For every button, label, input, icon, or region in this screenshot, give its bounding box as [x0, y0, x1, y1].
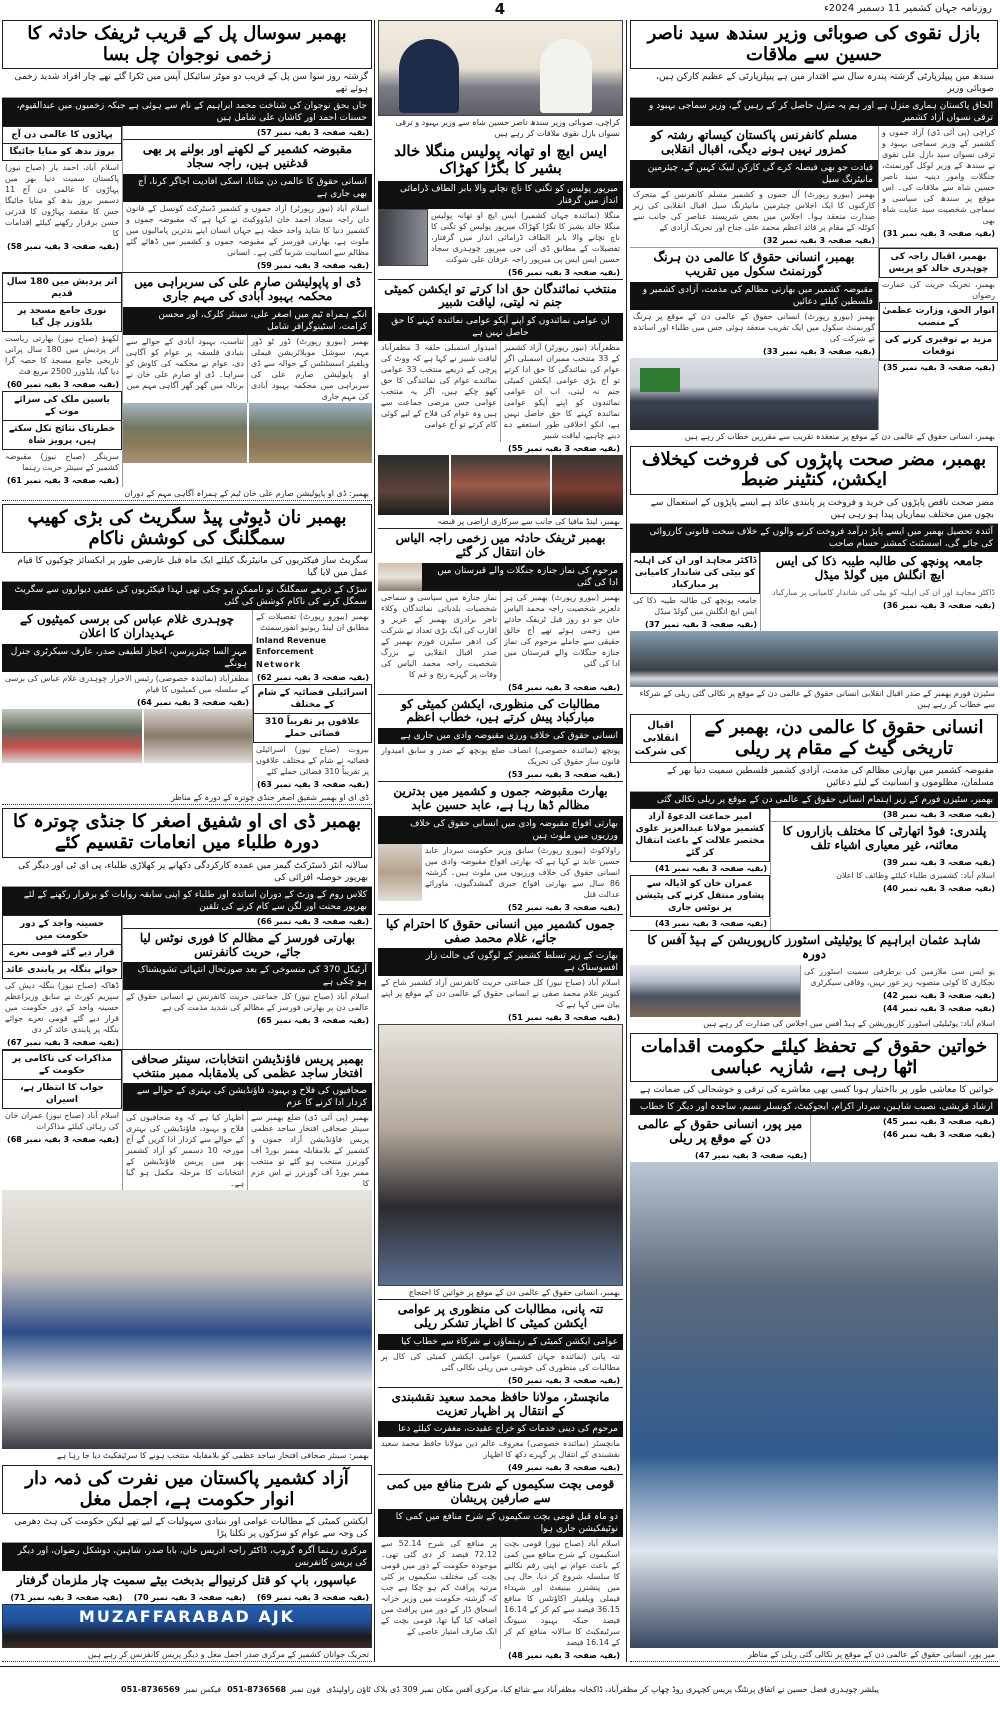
box-headline[interactable]: جوائے بنگلہ پر پابندی عائد [2, 962, 122, 979]
story-highlight-bar: انکے ہمراہ ٹیم میں اصغر علی، سینئر کلرک، اور محسن کرامت، اسٹینوگرافر شامل [123, 307, 372, 335]
phone-label: فون نمبر [290, 1685, 321, 1694]
dateline: روزنامہ جہان کشمیر 11 دسمبر 2024ء [824, 3, 992, 14]
column-divider [374, 20, 375, 1662]
box-headline[interactable]: نوری جامع مسجد پر بلڈوزر چل گیا [2, 303, 122, 332]
box-headline[interactable]: پہاڑوں کا عالمی دن آج [2, 126, 122, 144]
photo-panel [451, 455, 550, 515]
photo-press-foundation [2, 1190, 372, 1449]
left-column [2, 20, 372, 1662]
box-headline[interactable]: امیر جماعت الدعوۃ آزاد کشمیر مولانا عبدالعزیز علوی مختصر علالت کے باعث انتقال کر گئے [630, 808, 770, 862]
story-body: بھمبر (بیورو رپورٹ) بھمبر کی ہر دلعزیز شخصیت راجہ محمد الیاس خان جو دو روز قبل ٹریفک حادثے میں زخمی ہوئے تھے آج خالق حقیقی سے جاملے مرحوم کی نماز جنازہ جنگلات والے قبرستان میں ادا کی گئی [500, 591, 623, 681]
box-body: لکھنؤ (صباح نیوز) بھارتی ریاست اتر پردیش میں 180 سال پرانی تاریخی جامع مسجد کا حصہ گرا دیا گیا، بلڈوزر 2500 مربع فٹ [5, 333, 119, 376]
photo-rally [630, 631, 998, 687]
continued-label: (بقیہ صفحہ 3 بقیہ نمبر 46) [883, 1130, 995, 1140]
box-headline[interactable]: بروز بدھ کو منایا جائیگا [2, 144, 122, 161]
photo-portrait [378, 844, 422, 901]
continued-label: (بقیہ صفحہ 3 بقیہ نمبر 52) [508, 902, 620, 912]
story-body: پر منافع کی شرح 52.14 سے 72.12 فیصد کر دی گئی تھی۔ موجودہ حکومت کے دور میں قومی بچت کی مختلف سکیموں پر کئی مرتبہ پرافٹ کم ہو چکا ہے جب کہ گزشتہ حکومت میں وزیر خزانہ اسحاق ڈار کے دور میں پرافٹ میں اضافہ کیا گیا تھا، قومی بچت کے ایک صارف امتیاز عاصی کے [381, 1539, 497, 1636]
story-headline[interactable]: بھمبر، انسانی حقوق کا عالمی دن ہرنگ گورنمنٹ سکول میں تقریب [653, 249, 855, 278]
continued-label: (بقیہ صفحہ 3 بقیہ نمبر 55) [508, 444, 620, 454]
story-subheadline: سالانہ انٹر ڈسٹرکٹ گیمز میں عمدہ کارکردگی دکھانے پر کھلاڑی طلباء، پی ای ٹی اور دیگر کی بھرپور حوصلہ افزائی کی [2, 858, 372, 887]
story-subheadline: مقبوضہ کشمیر میں بھارتی مظالم کی مذمت، آزادی کشمیر فلسطین سمیت دنیا بھر کے مسلمان، مظلوموں و انسانیت کے لیئے دعائیں [630, 763, 998, 792]
box-body: ڈھاکہ (صباح نیوز) بنگلہ دیش کی سپریم کورٹ نے سابق وزیراعظم حسینہ واجد کے دور حکومت میں قرار دیے گئے قومی نعرے جوائے بنگلہ پر پابندی عائد کر دی [5, 980, 119, 1034]
continued-label: (بقیہ صفحہ 3 بقیہ نمبر 31) [883, 229, 995, 239]
photo-suspect [378, 209, 428, 266]
story-highlight-bar: قیادت جو بھی فیصلہ کرے گی کارکن لبیک کہیں گے، چیئرمین مانیٹرنگ سیل [630, 160, 878, 188]
box-headline[interactable]: مذاکرات کی ناکامی پر حکومت کے [2, 1050, 122, 1080]
story-headline-large[interactable]: خواتین حقوق کے تحفظ کیلئے حکومت اقدامات اٹھا رہی ہے، شازیہ عباسی [630, 1033, 998, 1082]
continued-label: (بقیہ صفحہ 3 بقیہ نمبر 68) [7, 1134, 119, 1144]
phone-number: 051-8736568 [227, 1685, 287, 1694]
story-body: بھمبر (بیورو رپورٹ) آل جموں و کشمیر مسلم کانفرنس کے متحرک کارکنوں کا ایک اجلاس چیئرمین مانیٹرنگ سیل اقبال انقلابی کی زیر صدارت منعقد ہوا۔ اجلاس میں بعض شرپسند عناصر کی جانب سے کوٹلہ کے مقام پر قائد اعظم محمد علی جناح اور تحریک آزادی کے [633, 189, 875, 232]
box-body: سرینگر (صباح نیوز) مقبوضہ کشمیر کے سینئر حریت رہنما [5, 451, 119, 472]
continued-label: (بقیہ صفحہ 3 بقیہ نمبر 45) [883, 1117, 995, 1127]
story-highlight-bar: آئندہ تحصیل بھمبر میں ایسے پاپڑ درآمد فروخت کرنے والوں کے خلاف سخت قانونی کارروائی کی جائے گی، اسسٹنٹ کمشنر حسام صاحب [630, 524, 998, 552]
story-highlight-bar: مرحوم کی نماز جنازہ جنگلات والے قبرستان میں ادا کی گئی [422, 563, 623, 591]
english-text: Network [256, 660, 302, 670]
story-subheadline: خواتین کا معاشی طور پر بااختیار ہونا کسی بھی معاشرے کی ترقی و خوشحالی کی ضمانت ہے [630, 1082, 998, 1099]
photo-rally-women [630, 1162, 998, 1648]
photo-panel [2, 709, 142, 763]
story-headline[interactable]: عباسپور، باپ کو قتل کرنیوالے بدبخت بیٹے سمیت چار ملزمان گرفتار [16, 1573, 358, 1588]
continued-label: (بقیہ صفحہ 3 بقیہ نمبر 57) [257, 128, 369, 138]
photo-panel [123, 403, 247, 463]
center-column [378, 20, 623, 1662]
photo-panel [144, 709, 252, 763]
photo-student-awards [2, 709, 252, 763]
box-headline[interactable]: جواب کا انتظار ہے، اسیران [2, 1080, 122, 1109]
lead-highlight-bar: الحاق پاکستان ہماری منزل ہے اور ہم یہ منزل حاصل کر کے رہیں گے، وزیر سماجی بہبود و ترقی نسواں آزاد کشمیر [630, 98, 998, 126]
story-headline-large[interactable]: بھمبر ڈی ای او شفیق اصغر کا جنڈی چوترہ کا دورہ طلباء میں انعامات تقسیم کئے [2, 808, 372, 857]
story-headline[interactable]: بھارتی فورسز کے مظالم کا فوری نوٹس لیا جائے، حریت کانفرنس [123, 928, 372, 963]
story-body: اسلام آباد: کشمیری طلباء کیلئے وظائف کا اعلان [836, 870, 995, 880]
photo-meeting-karachi [378, 20, 623, 116]
box-body: بھمبر، تحریک حریت کی عمارت رضوان [882, 279, 995, 300]
footer-imprint [0, 1666, 1000, 1712]
story-highlight-bar: کلاس روم کے وزٹ کے دوران اساتذہ اور طلباء کو اپنی سابقہ روایات کو برقرار رکھنے کے لئے بھرپور محنت اور لگن سے کام کرنے کی تلقین [2, 887, 372, 915]
story-headline[interactable]: مطالبات کی منظوری، ایکشن کمیٹی کو مبارکباد پیش کرتے ہیں، خطاب اعظم [378, 694, 623, 729]
right-column [630, 20, 998, 1662]
photo-caption: ڈی ای او بھمبر شفیق اصغر جنڈی چوترہ کے دورہ کے مناظر [2, 791, 372, 805]
flag-shape [640, 368, 680, 392]
person-shape [540, 39, 592, 113]
imprint-text: پبلشر چوہدری فضل حسین نے اتفاق پرنٹنگ پریس کچہری روڈ چھاپ کر مظفرآباد، ڈاکخانہ مظفرآباد سے شائع کیا، مرکزی آفس مکان نمبر 309 ڈی بلاک ٹاؤن راولپنڈی [326, 1685, 879, 1694]
photo-panel [378, 455, 449, 515]
continued-label: (بقیہ صفحہ 3 بقیہ نمبر 62) [257, 673, 369, 683]
story-headline[interactable]: بھمبر ٹریفک حادثہ میں زخمی راجہ الیاس خان انتقال کر گئے [378, 528, 623, 563]
fax-number: 051-8736569 [121, 1685, 181, 1694]
continued-label: (بقیہ صفحہ 3 بقیہ نمبر 32) [763, 235, 875, 245]
story-body: تتہ پانی (نمائندہ جہان کشمیر) عوامی ایکشن کمیٹی کی کال پر مطالبات کی منظوری کی خوشی میں ریلی نکالی گئی [381, 1351, 620, 1372]
photo-panel [249, 403, 373, 463]
story-body: نماز جنازہ میں سیاسی و سماجی شخصیات بلدیاتی نمائندگان وکلاء تاجر برادری بھمبر کے عزیز و اقارب کی ایک بڑی تعداد نے شرکت کی ادھر سٹیزن فورم بھمبر کے صدر اقبال انقلابی نے بزرگ شخصیت راجہ محمد الیاس کی وفات پر گہرے رنج و غم کا [381, 592, 497, 679]
box-headline[interactable]: ڈاکٹر مجاہد اور ان کی اہلیہ کو بیٹی کی شاندار کامیابی پر مبارکباد [630, 552, 760, 594]
continued-label: (بقیہ صفحہ 3 بقیہ نمبر 50) [508, 1375, 620, 1385]
continued-label: (بقیہ صفحہ 3 بقیہ نمبر 47) [695, 1150, 807, 1160]
continued-label: (بقیہ صفحہ 3 بقیہ نمبر 70) [133, 1593, 246, 1602]
continued-label: (بقیہ صفحہ 3 بقیہ نمبر 64) [137, 697, 249, 707]
photo-caption: بھمبر، انسانی حقوق کے عالمی دن کے موقع پر خواتین کا احتجاج [408, 1288, 620, 1298]
story-headline[interactable]: مقبوضہ کشمیر کے لکھنے اور بولنے پر بھی قدغنیں ہیں، راجہ سجاد [123, 139, 372, 174]
lead-highlight-bar: جاں بحق نوجوان کی شناخت محمد ابراہیم کے نام سے ہوئی ہے جبکہ زخمیوں میں عبدالقیوم، حسنات احمد اور کاشان علی شامل ہیں [2, 98, 372, 126]
story-highlight-bar: صحافیوں کی فلاح و بہبود، فاؤنڈیشن کی بہتری کے حوالے سے کردار ادا کرنے کا عزم [123, 1083, 372, 1111]
photo-caption: میر پور، انسانی حقوق کے عالمی دن کے موقع پر نکالی گئی ریلی کے مناظر [630, 1648, 998, 1662]
story-highlight-bar: سڑک کے ذریعے سمگلنگ تو ناممکن ہو چکی تھی لہذا فیکٹریوں کی عقبی دیواروں سے سگریٹ سمگل کرنے کی ناکام کوشش کی گئی [2, 582, 372, 610]
story-headline[interactable]: شاہد عثمان ابراہیم کا یوٹیلیٹی اسٹورز کارپوریشن کے ہیڈ آفس کا دورہ [630, 930, 998, 965]
story-highlight-bar: مہر السا چیئرپرسن، اعجاز لطیفی صدر، عارف سیکرٹری جنرل ہونگے [2, 644, 252, 672]
continued-label: (بقیہ صفحہ 3 بقیہ نمبر 38) [883, 810, 995, 820]
story-body: منگلا (نمائندہ جہان کشمیر) ایس ایچ او تھانہ پولیس منگلا خالد بشیر کا تگڑا کھڑاک میرپور پولیس کو تگنی کا ناچ نچانے والا بابر الطاف ڈرامائی انداز میں گرفتار، تفصیلات کے مطابق ڈی آئی جی میرپور چوہدری سجاد حسین ایس ایس پی میرپور راجہ عرفان علی شوکت [431, 210, 620, 264]
person-shape [399, 39, 459, 113]
photo-press-conference [2, 1604, 372, 1648]
box-headline[interactable]: اسرائیلی فضائیہ کے شام کے مختلف [253, 684, 372, 714]
story-headline[interactable]: پلندری: فوڈ اتھارٹی کا مختلف بازاروں کا معائنہ، غیر معیاری اشیاء تلف [771, 821, 998, 856]
box-headline[interactable]: خطرناک نتائج نکل سکتے ہیں، پرویز شاہ [2, 421, 122, 450]
story-body: مظفرآباد (نمائندہ خصوصی) رئیس الاحرار چوہدری غلام عباس کی برسی کے سلسلہ میں کمیٹیوں کا قیام [5, 673, 249, 694]
lead-body: کراچی (پی آئی ڈی) آزاد جموں و کشمیر کے وزیر سماجی بہبود و ترقی نسواں سید بازل علی نقوی نے سندھ کے وزیر لوکل گورنمنٹ، جنگلات وامور دینیہ سید ناصر حسین شاہ سے ملاقات کی۔ اس موقع پر سندھ کی سیاسی و سماجی شخصیت سید عنایت شاہ بھی [882, 128, 995, 226]
continued-label: (بقیہ صفحہ 3 بقیہ نمبر 58) [7, 242, 119, 252]
story-body: بھمبر (پی آئی ڈی) ضلع بھمبر سے سینئر صحافی افتخار ساجد عظمی پریس فاؤنڈیشن آزاد جموں و کشمیر کے بلامقابلہ ممبر بورڈ آف گورنرز منتخب ہو گئے نو منتخب ممبر بورڈ آف گورنرز نے اس عزم کا [247, 1111, 372, 1190]
continued-label: (بقیہ صفحہ 3 بقیہ نمبر 54) [508, 682, 620, 692]
story-body: بھمبر (بیورو رپورٹ) انسانی حقوق کے عالمی دن کے موقع پر ہرنگ گورنمنٹ سکول میں ایک تقریب منعقد ہوئی جس میں طلباء اور اساتذہ نے شرکت کی [633, 311, 875, 343]
continued-label: (بقیہ صفحہ 3 بقیہ نمبر 48) [508, 1651, 620, 1660]
photo-protest-women [378, 1024, 623, 1286]
continued-label: (بقیہ صفحہ 3 بقیہ نمبر 60) [7, 379, 119, 389]
english-text: Inland Revenue Enforcement [256, 636, 327, 657]
lead-headline[interactable]: بھمبر سوسال پل کے قریب ٹریفک حادثہ کا زخمی نوجوان چل بسا [2, 20, 372, 69]
lead-subheadline: سندھ میں پیپلزپارٹی گزشتہ پندرہ سال سے اقتدار میں ہے پیپلزپارٹی کے عظیم کارکن ہیں، صوبائی وزیر [630, 69, 998, 98]
box-headline[interactable]: عمران خان کو اڈیالہ سے پشاور منتقل کرنے کی پٹیشن پر نوٹس جاری [630, 875, 770, 917]
story-highlight-bar: انسانی حقوق کا عالمی دن منانا، اسکی افادیت اجاگر کرنا، آج بھی جاری ہے [123, 174, 372, 202]
continued-label: (بقیہ صفحہ 3 بقیہ نمبر 59) [257, 260, 369, 270]
box-body: بیروت (صباح نیوز) اسرائیلی فضائیہ نے شام کے مختلف علاقوں پر تقریباً 310 فضائی حملے کئے [256, 745, 369, 777]
story-highlight-bar: انسانی حقوق کی خلاف ورزی مقبوضہ وادی میں جاری ہے [378, 728, 623, 744]
story-headline[interactable]: بھمبر پریس فاؤنڈیشن انتخابات، سینئر صحافی افتخار ساجد عظمی کی بلامقابلہ ممبر منتخب [131, 1051, 364, 1080]
story-headline-large[interactable]: آزاد کشمیر پاکستان میں نفرت کی ذمہ دار انوار حکومت ہے، اجمل مغل [2, 1465, 372, 1514]
story-headline[interactable]: تتہ پانی، مطالبات کی منظوری پر عوامی ایکشن کمیٹی کا اظہار تشکر ریلی [378, 1299, 623, 1334]
photo-population-campaign [123, 403, 372, 463]
box-headline[interactable]: انوار الحق، وزارت عظمیٰ کے منصب [879, 302, 998, 332]
story-highlight-bar: مرحوم کی دینی خدمات کو خراج عقیدت، مغفرت کیلئے دعا [378, 1421, 623, 1437]
photo-panel [552, 455, 623, 515]
photo-banner-text: MUZAFFARABAD AJK [78, 1607, 296, 1626]
story-headline[interactable]: بھارت مقبوضہ جموں و کشمیر میں بدترین مظالم ڈھا رہا ہے، عابد حسین عابد [378, 781, 623, 816]
story-body: امیدوار اسمبلی حلقہ 3 مظفرآباد لیاقت شبیر نے کہا ہے کہ ووٹ کی پرچی کے ذریعے منتخب 33 عوامی نمائندے عوام کی نمائندگی کا حق کھو چکے ہیں، اگر یہ منتخب عوامی جس مرضی جماعت سے ہیں وہ عوام کی فلاح کے لیے کوئی کام کرتے تو آج عوامی [381, 343, 498, 430]
story-headline[interactable]: مسلم کانفرنس پاکستان کیساتھ رشتہ کو کمزور نہیں ہونے دیگی، اقبال انقلابی [650, 128, 858, 157]
story-headline[interactable]: جموں کشمیر میں انسانی حقوق کا احترام کیا جائے، غلام محمد صفی [378, 914, 623, 949]
lead-headline[interactable]: بازل نقوی کی صوبائی وزیر سندھ سید ناصر حسین سے ملاقات [630, 20, 998, 69]
box-headline[interactable]: قرار دیے گئے قومی نعرے [2, 945, 122, 962]
continued-label: (بقیہ صفحہ 3 بقیہ نمبر 37) [645, 619, 757, 629]
photo-land-grab [378, 455, 623, 515]
box-body: جامعہ پونچھ کی طالبہ طیبہ ذکا کی ایس ایچ انگلش میں گولڈ میڈل [633, 595, 757, 616]
box-headline[interactable]: علاقوں پر تقریباً 310 فضائی حملے [253, 714, 372, 743]
continued-label: (بقیہ صفحہ 3 بقیہ نمبر 51) [508, 1013, 620, 1023]
box-body: اسلام آباد، احمد یار (صباح نیوز) پاکستان سمیت دنیا بھر میں پہاڑوں کا عالمی دن آج 11 دسمبر بروز بدھ کو منایا جائیگا جس کا مقصد پہاڑوں کا قدرتی حسن برقرار رکھنے کیلئے اقدامات کا [5, 163, 119, 239]
story-body: اسلام آباد (صباح نیوز) قومی بچت اسکیموں کے شرح منافع میں کمی کے باعث عوام نے اپنی رقم نکالنے کا سلسلہ شروع کر دیا، حال ہی میں پنشنرز بینیفٹ اور شہداء فیملی ویلفیئر اکاؤنٹس کا منافع 36.15 فیصد سے کم کر کے 16.14 فیصد جبکہ بہبود سیونگ سرٹیفکیٹ کا سالانہ منافع کم کر کے 16.14 فیصد [500, 1537, 623, 1649]
continued-label: (بقیہ صفحہ 3 بقیہ نمبر 66) [257, 916, 369, 926]
photo-caption: تحریک جوانان کشمیر کے مرکزی صدر اجمل مغل و دیگر پریس کانفرنس کر رہے ہیں [2, 1648, 372, 1662]
story-body: مانچسٹر (نمائندہ خصوصی) معروف عالم دین مولانا حافظ محمد سعید نقشبندی کے انتقال پر گہرے دکھ کا اظہار [381, 1439, 620, 1460]
story-highlight-bar: عوامی ایکشن کمیٹی کے رہنماؤں نے شرکاء سے خطاب کیا [378, 1334, 623, 1350]
continued-label: (بقیہ صفحہ 3 بقیہ نمبر 35) [883, 362, 995, 372]
continued-label: (بقیہ صفحہ 3 بقیہ نمبر 44) [883, 1003, 995, 1013]
fax-label: فیکس نمبر [184, 1685, 222, 1694]
story-headline[interactable]: میر پور، انسانی حقوق کے عالمی دن کے موقع پر ریلی [637, 1117, 803, 1146]
story-headline[interactable]: مانچسٹر، مولانا حافظ محمد سعید نقشبندی کے انتقال پر اظہار تعزیت [378, 1387, 623, 1422]
story-headline[interactable]: منتخب نمائندگان حق ادا کرتے تو ایکشن کمیٹی جنم نہ لیتی، لیاقت شبیر [378, 279, 623, 314]
story-headline-large[interactable]: بھمبر نان ڈیوٹی پیڈ سگریٹ کی بڑی کھیپ سمگلنگ کی کوشش ناکام [2, 504, 372, 553]
story-subheadline: یو ایس سی ملازمین کی برطرفی سمیت اسٹورز کی نجکاری کا کوئی منصوبہ زیر غور نہیں، وفاقی سیکرٹری [804, 966, 995, 987]
story-headline[interactable]: ڈی او پاپولیشن صارم علی کی سربراہی میں محکمہ بہبود آبادی کی مہم جاری [134, 274, 361, 303]
continued-label: (بقیہ صفحہ 3 بقیہ نمبر 53) [508, 770, 620, 780]
photo-seminar [630, 358, 878, 430]
story-subheadline: سگریٹ ساز فیکٹریوں کی مانیٹرنگ کیلئے ایک ماہ قبل عارضی طور پر ایکسائز چوکیوں کا قیام عمل میں لایا گیا [2, 553, 372, 582]
continued-label: (بقیہ صفحہ 3 بقیہ نمبر 33) [763, 346, 875, 356]
story-headline[interactable]: قومی بچت سکیموں کے شرح منافع میں کمی سے صارفین پریشان [378, 1474, 623, 1509]
story-body: اظہار کیا ہے کہ وہ صحافیوں کی فلاح و بہبود، فاؤنڈیشن کی بہتری کے حوالے سے کردار ادا کریں گے آج مورخہ 10 دسمبر کو آزاد کشمیر بھر میں پریس فاؤنڈیشن کے انتخابات کا مرحلہ مکمل ہو گیا ہے۔ [126, 1113, 244, 1189]
box-headline[interactable]: حسینہ واجد کے دور حکومت میں [2, 915, 122, 945]
continued-label: (بقیہ صفحہ 3 بقیہ نمبر 56) [508, 267, 620, 277]
story-body: اسلام آباد (نیوز رپورٹر) آزاد جموں و کشمیر ڈسٹرکٹ کونسل کے قانون دان راجہ سجاد احمد خان ایڈووکیٹ نے کہا ہے کہ مقبوضہ جموں و کشمیر دنیا کا شاید واحد خطہ ہے جہاں انسان اپنے بدترین پامالیوں میں ملوث ہے، بھارتی فورسز کے مقبوضہ جموں و کشمیر میں ڈھائے گئے مظالم سے انسانیت شرما گئی ہے۔ انسانی [126, 203, 369, 257]
story-highlight-bar: بھارتی افواج مقبوضہ وادی میں انسانی حقوق کی خلاف ورزیوں میں ملوث ہیں [378, 816, 623, 844]
box-headline[interactable]: یاسین ملک کی سزائے موت کے [2, 391, 122, 421]
lead-body-column [878, 126, 998, 247]
story-highlight-bar: بھمبر، سٹیزن فورم کے زیر اہتمام انسانی حقوق کے عالمی دن کے موقع پر ریلی نکالی گئی [630, 792, 998, 808]
continued-label: (بقیہ صفحہ 3 بقیہ نمبر 41) [655, 864, 767, 874]
story-headline[interactable]: جامعہ پونچھ کی طالبہ طیبہ ذکا کی ایس ایچ انگلش میں گولڈ میڈل [775, 553, 984, 582]
story-highlight-bar: مرکزی رہنما آگرہ گروپ، ڈاکٹر راجہ ادریس خان، بابا صدر، شاہین، دوشکل رضوان، اور دیگر کی پریس کانفرنس [2, 1543, 372, 1571]
continued-label: (بقیہ صفحہ 3 بقیہ نمبر 49) [508, 1463, 620, 1473]
story-body: بھمبر (بیورو رپورٹ) تفصیلات کے مطابق ان لینڈ ریونیو انفورسمنٹ [256, 612, 369, 633]
page-number: 4 [470, 0, 530, 18]
story-subheadline: مضر صحت ناقص پاپڑوں کی خرید و فروخت پر پابندی عائد ہے ایسے پاپڑوں کے استعمال سے بچوں میں مختلف بیماریاں پیدا ہو رہی ہیں [630, 495, 998, 524]
box-headline[interactable]: مزید بے توقیری کرنے کی توقعات [879, 332, 998, 361]
continued-label: (بقیہ صفحہ 3 بقیہ نمبر 39) [883, 857, 995, 867]
photo-caption: بھمبر: ڈی او پاپولیشن صارم علی خان ٹیم کے ہمراہ آگاہی مہم کے دوران [2, 487, 372, 501]
story-highlight-bar: میرپور پولیس کو تگنی کا ناچ نچانے والا بابر الطاف ڈرامائی انداز میں گرفتار [378, 181, 623, 209]
continued-label: (بقیہ صفحہ 3 بقیہ نمبر 36) [883, 600, 995, 610]
photo-caption: بھمبر: سینئر صحافی افتخار ساجد عظمی کو بلامقابلہ منتخب ہونے کا سرٹیفکیٹ دیا جا رہا ہے [56, 1450, 369, 1460]
story-body: اسلام آباد (صباح نیوز) کل جماعتی حریت کانفرنس نے انسانی حقوق کے عالمی دن پر بھارتی فورسز کے مظالم کی شدید مذمت کی ہے [126, 992, 369, 1013]
story-body: تناسب، بہبود آبادی کے حوالے سے بنیادی فلسفہ پر عوام کو آگاہی دی، عوام نے محکمہ کی کاوش کو سراہا۔ ڈی او صارم علی خان نے برنالہ میں گھر گھر آگاہی مہم میں [126, 336, 244, 390]
story-highlight-bar: دو ماہ قبل قومی بچت سکیموں کے شرح منافع میں کمی کا نوٹیفکیشن جاری ہوا [378, 1509, 623, 1537]
photo-caption: سٹیزن فورم بھمبر کے صدر اقبال انقلابی انسانی حقوق کے عالمی دن کے موقع پر نکالی گئی ریلی کے شرکاء سے خطاب کر رہے ہیں [639, 688, 995, 709]
story-headline-large[interactable]: بھمبر، مضر صحت پاپڑوں کی فروخت کیخلاف ایکشن، کنٹینر ضبط [630, 446, 998, 495]
story-headline[interactable]: ایس ایچ او تھانہ پولیس منگلا خالد بشیر کا بگڑا کھڑاک [393, 142, 608, 178]
box-headline[interactable]: بھمبر، اقبال راجہ کی چوہدری خالد کو پریس [879, 248, 998, 278]
story-highlight-bar: ارشاد قریشی، نصیب شاہین، سردار اکرام، ایجوکیٹ، کونسلر نسیم، ساجدہ اور دیگر کا خطاب [630, 1099, 998, 1115]
continued-label: (بقیہ صفحہ 3 بقیہ نمبر 63) [257, 780, 369, 790]
continued-label: (بقیہ صفحہ 3 بقیہ نمبر 61) [7, 475, 119, 485]
continued-label: (بقیہ صفحہ 3 بقیہ نمبر 71) [10, 1593, 123, 1602]
story-body: اسلام آباد (صباح نیوز) کل جماعتی حریت کانفرنس آزاد کشمیر شاخ کے کنوینر غلام محمد صفی نے انسانی حقوق کے عالمی دن کے موقع پر اپنے بیان میں کہا ہے کہ [381, 978, 620, 1010]
story-highlight-bar: آرٹیکل 370 کی منسوخی کے بعد صورتحال انتہائی تشویشناک ہو چکی ہے [123, 962, 372, 990]
photo-caption: بھمبر، انسانی حقوق کے عالمی دن کے موقع پر منعقدہ تقریب سے مقررین خطاب کر رہے ہیں [684, 431, 995, 441]
story-subheadline: ایکشن کمیٹی کے مطالبات عوامی اور بنیادی سہولیات کے لیے تھے لیکن حکومت کی ہٹ دھرمی کی وجہ سے عوام کو سڑکوں پر نکلنا پڑا [2, 1514, 372, 1543]
story-highlight-bar: مقبوضہ کشمیر میں بھارتی مظالم کی مذمت، آزادی کشمیر و فلسطین کیلئے دعائیں [630, 282, 878, 310]
photo-meeting [630, 965, 800, 1017]
lead-subheadline: گزشتہ روز سوا سن پل کے قریب دو موٹر سائیکل آپس میں ٹکرا گئے تھے چار افراد شدید زخمی ہوئے تھے [2, 69, 372, 98]
story-body: مظفرآباد (نیوز رپورٹر) آزاد کشمیر کے 33 منتخب ممبران اسمبلی اگر عوام کی نمائندگی کا حق ادا کرتے تو آج بڑی عوامی ایکشن کمیٹی جنم نہ لیتی، اب ان عوامی نمائندوں کو اپنے آپکو عوامی نمائندہ کہنے کا حق حاصل نہیں ہے، انکو اخلاقی طور استعفے دے دینے چاہیے، لیاقت شبیر [500, 341, 623, 442]
story-body: راولاکوٹ (بیورو رپورٹ) سابق وزیر حکومت سردار عابد حسین عابد نے کہا ہے کہ بھارتی افواج مقبوضہ وادی میں انسانی حقوق کی خلاف ورزیوں میں ملوث ہیں۔ گزشتہ 86 سال سے بھارتی افواج جبری گمشدگیوں، ماورائے عدالت قتل [425, 845, 620, 899]
continued-label: (بقیہ صفحہ 3 بقیہ نمبر 40) [883, 883, 995, 893]
photo-caption: اسلام آباد: یوٹیلیٹی اسٹورز کارپوریشن کے ہیڈ آفس میں اجلاس کی صدارت کر رہے ہیں [703, 1018, 995, 1028]
photo-obituary [378, 563, 422, 591]
photo-caption: کراچی، صوبائی وزیر سندھ ناصر حسین شاہ سے وزیر بہبود و ترقی نسواں بازل نقوی ملاقات کر رہے ہیں [395, 118, 620, 138]
story-highlight-bar: بھارت کے زیر تسلط کشمیر کے لوگوں کی حالت زار افسوسناک ہے [378, 948, 623, 976]
story-highlight-bar: ان عوامی نمائندوں کو اپنے آپکو عوامی نمائندہ کہنے کا حق حاصل نہیں ہے [378, 313, 623, 341]
continued-label: (بقیہ صفحہ 3 بقیہ نمبر 65) [257, 1016, 369, 1026]
column-divider [626, 20, 627, 1662]
photo-caption: بھمبر، لینڈ مافیا کی جانب سے سرکاری اراضی پر قبضہ [437, 517, 620, 527]
box-body: اسلام آباد (صباح نیوز) عمران خان کی رہائی کیلئے مذاکرات [5, 1110, 119, 1131]
story-body: بھمبر (بیورو رپورٹ) ڈور ٹو ڈور مہم، سوشل موبلائزیشن فیملی ویلفیئر اسسٹنٹس کے حوالہ سے ڈی او پاپولیشن صارم علی کی سربراہی میں محکمہ بہبود آبادی کی مہم جاری [247, 335, 372, 403]
continued-label: (بقیہ صفحہ 3 بقیہ نمبر 67) [7, 1037, 119, 1047]
story-body: ڈاکٹر مجاہد اور ان کی اہلیہ کو بیٹی کی شاندار کامیابی پر مبارکباد [772, 587, 995, 597]
box-headline[interactable]: اتر پردیش میں 180 سال قدیم [2, 273, 122, 303]
continued-label: (بقیہ صفحہ 3 بقیہ نمبر 42) [883, 990, 995, 1000]
side-tag: اقبال انقلابی کی شرکت [631, 715, 691, 762]
story-body: پونچھ (نمائندہ خصوصی) انصاف ضلع پونچھ کے صدر و سابق امیدوار قانون ساز حقوق کی تحریک [381, 746, 620, 767]
continued-label: (بقیہ صفحہ 3 بقیہ نمبر 69) [257, 1593, 369, 1602]
continued-label: (بقیہ صفحہ 3 بقیہ نمبر 43) [655, 919, 767, 929]
story-headline-large[interactable]: انسانی حقوق کا عالمی دن، بھمبر کے تاریخی گیٹ کے مقام پر ریلی [704, 716, 984, 759]
story-headline[interactable]: چوہدری غلام عباس کی برسی کمیٹیوں کے عہدیداران کا اعلان [19, 612, 235, 641]
